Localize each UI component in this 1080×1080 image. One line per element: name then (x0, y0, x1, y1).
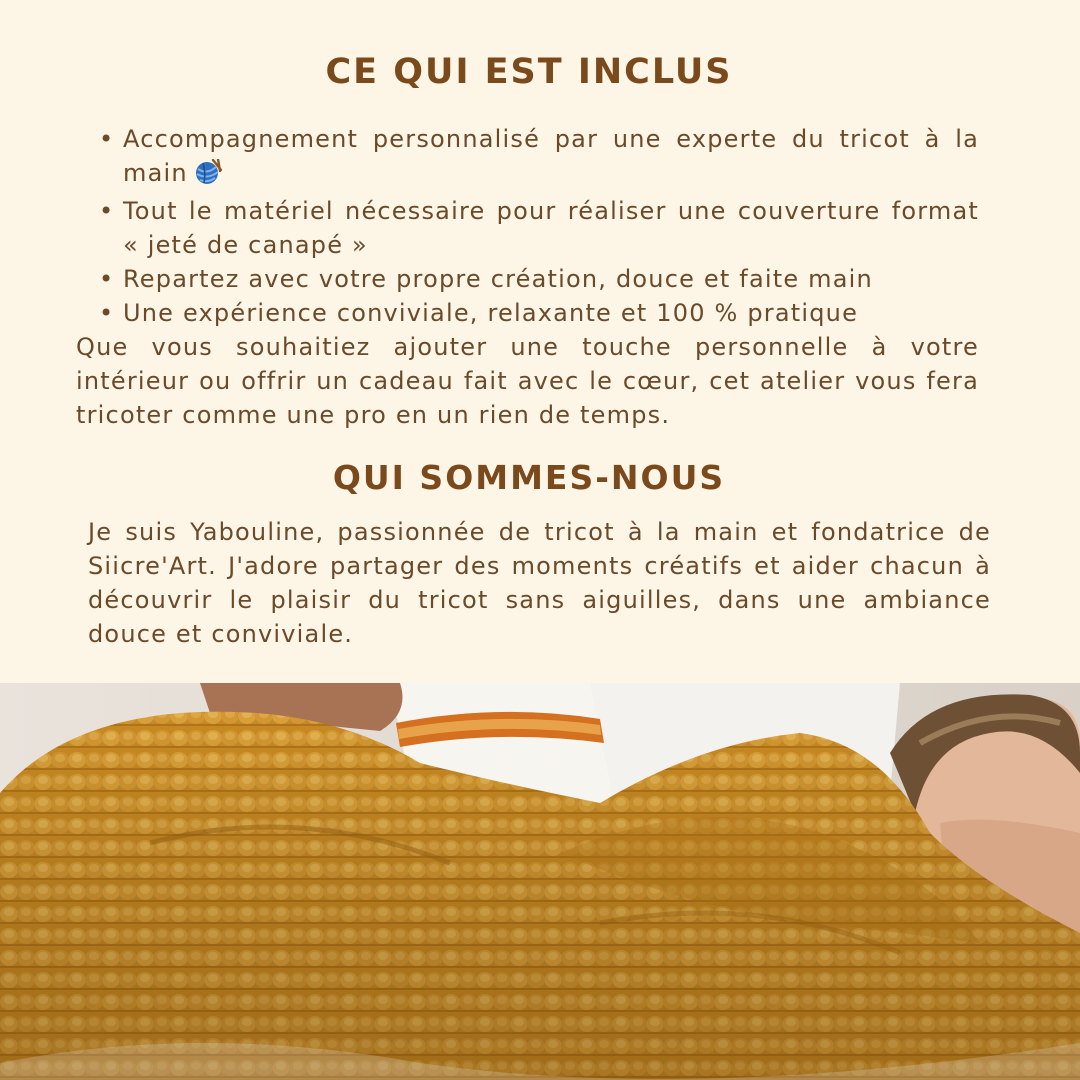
list-item-text: Accompagnement personnalisé par une experte du tricot à la main (123, 125, 979, 187)
included-list (76, 122, 979, 330)
included-paragraph: Que vous souhaitiez ajouter une touche personnelle à votre intérieur ou offrir un cadeau fait avec le cœur, cet atelier vous fera tricoter comme une pro en un rien de temps. (76, 333, 979, 429)
list-item: • Repartez avec votre propre création, douce et faite main (123, 262, 979, 296)
list-item (123, 122, 979, 194)
blanket-photo (0, 683, 1080, 1080)
list-item: • Tout le matériel nécessaire pour réaliser une couverture format « jeté de canapé » (123, 194, 979, 262)
list-item: • Une expérience conviviale, relaxante et 100 % pratique (123, 296, 979, 330)
included-title: CE QUI EST INCLUS (325, 52, 733, 92)
about-title: QUI SOMMES-NOUS (332, 458, 726, 497)
yarn-ball-icon (194, 159, 222, 194)
about-paragraph: Je suis Yabouline, passionnée de tricot à la main et fondatrice de Siicre'Art. J'adore partager des moments créatifs et aider chacun à découvrir le plaisir du tricot sans aiguilles, dans une ambiance douce et conviviale. (88, 518, 991, 648)
